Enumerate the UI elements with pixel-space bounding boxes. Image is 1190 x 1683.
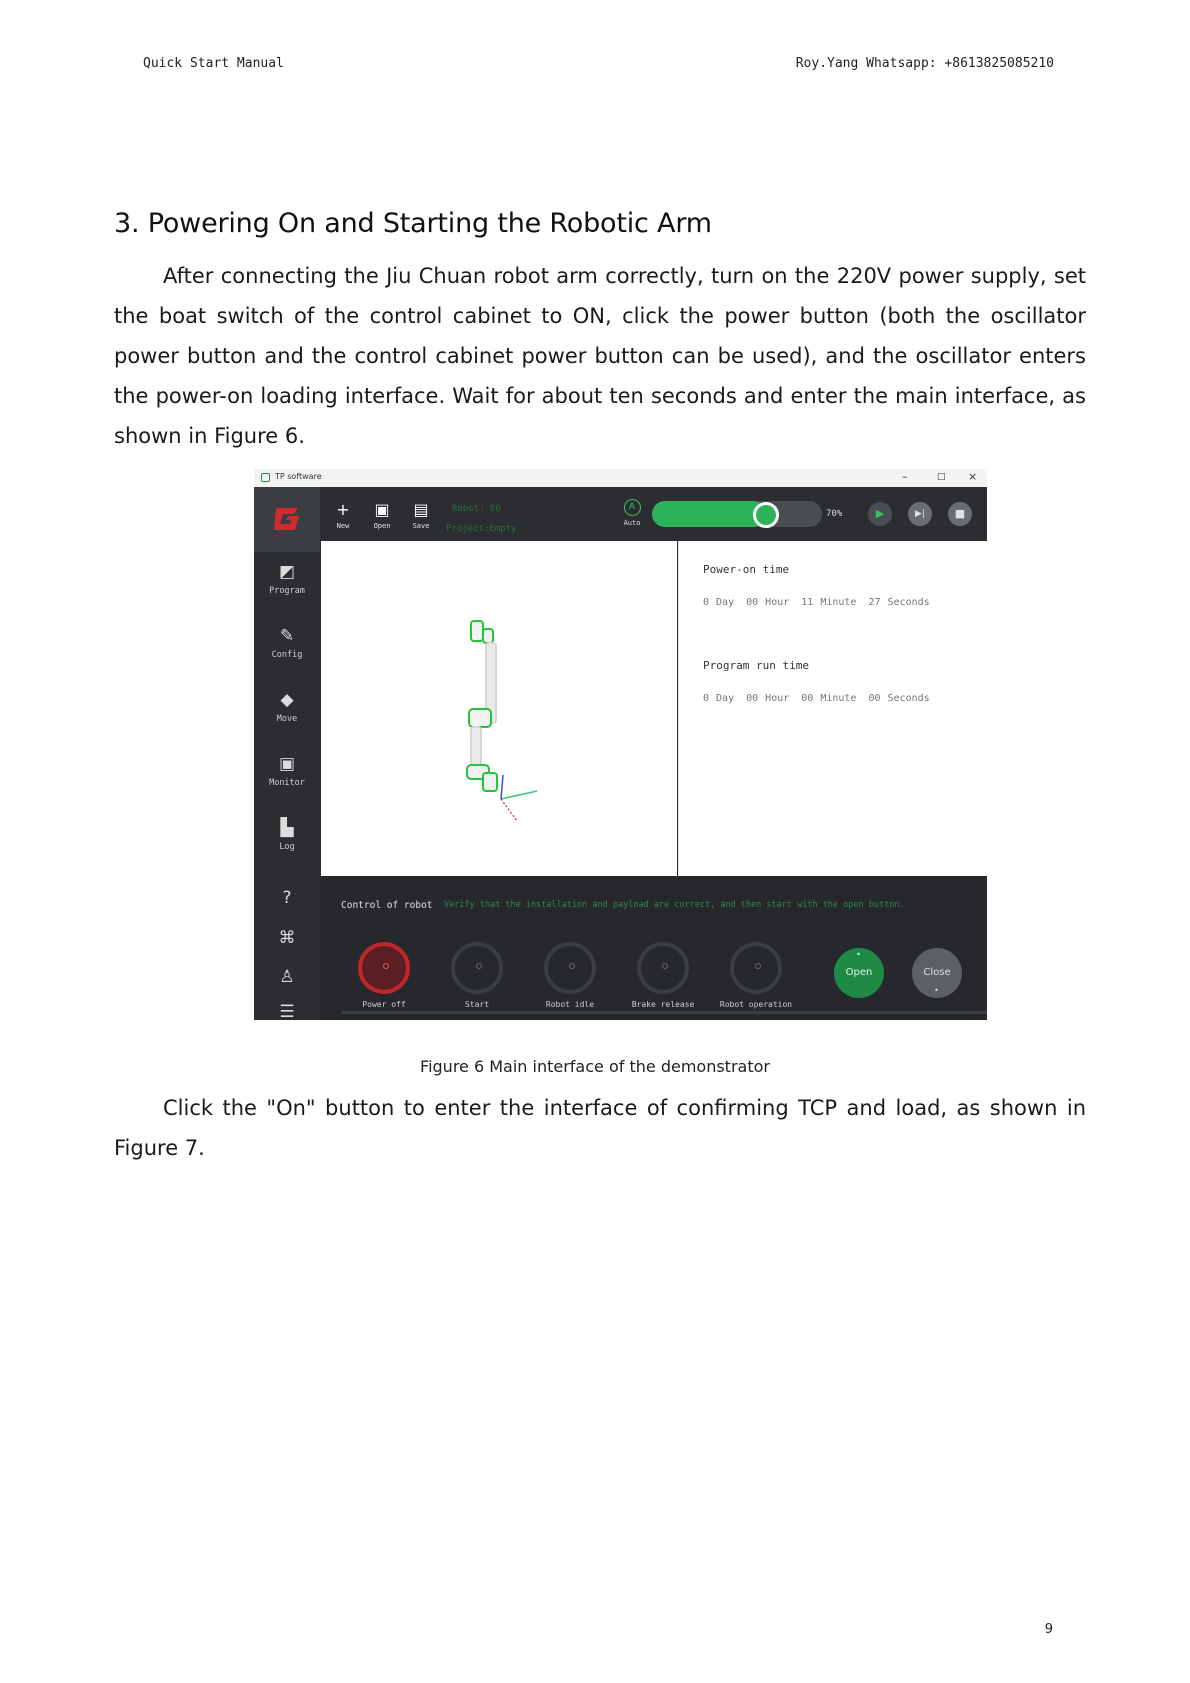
running-header-left: Quick Start Manual — [143, 56, 284, 71]
speed-slider-fill — [652, 501, 766, 527]
menu-icon[interactable]: ☰ — [279, 1002, 295, 1020]
app-logo — [254, 487, 320, 552]
program-icon: ◩ — [278, 562, 296, 582]
apps-icon[interactable]: ⌘ — [278, 928, 296, 948]
logo-icon — [272, 504, 302, 534]
sidebar — [254, 552, 320, 1020]
move-icon: ◆ — [280, 690, 294, 710]
play-icon: ▶ — [875, 507, 885, 520]
step-icon: ▶| — [915, 509, 925, 519]
config-icon: ✎ — [279, 626, 295, 646]
close-window-button[interactable]: × — [968, 470, 978, 483]
robot-control-panel — [321, 876, 987, 1020]
folder-icon: ▣ — [374, 500, 390, 519]
robot-operation-dial-icon — [730, 942, 782, 994]
status-brake-release: Brake release — [624, 942, 702, 1009]
open-button[interactable]: ▣ Open — [367, 501, 397, 530]
paragraph-2: Click the "On" button to enter the interface of confirming TCP and load, as shown in Figure 7. — [114, 1096, 1086, 1160]
robot-3d-viewport[interactable] — [321, 541, 677, 876]
status-robot-operation: Robot operation — [717, 942, 795, 1009]
power-on-time-value: 0 Day 00 Hour 11 Minute 27 Seconds — [703, 597, 930, 608]
sidebar-item-monitor[interactable]: ▣ Monitor — [254, 754, 320, 788]
figure-caption: Figure 6 Main interface of the demonstrator — [420, 1057, 770, 1076]
control-title: Control of robot — [341, 900, 433, 911]
program-run-time-value: 0 Day 00 Hour 00 Minute 00 Seconds — [703, 693, 930, 704]
status-robot-idle: Robot idle — [531, 942, 609, 1009]
maximize-button[interactable]: □ — [937, 472, 946, 482]
play-button[interactable] — [868, 502, 892, 526]
status-power-off: Power off — [345, 942, 423, 1009]
user-icon[interactable]: ♙ — [279, 967, 295, 987]
paragraph-1: After connecting the Jiu Chuan robot arm correctly, turn on the 220V power supply, set the boat switch of the control cabinet to ON, click the power button (both the oscillator power button and the control cabinet power button can be used), and the oscillator enters the power-on loading interface. Wait for about ten seconds and enter the main interface, as shown in Figure 6. — [114, 264, 1086, 448]
sidebar-item-log[interactable]: ▙ Log — [254, 818, 320, 852]
window-title: TP software — [275, 472, 322, 481]
app-icon — [261, 473, 270, 482]
plus-icon: + — [336, 500, 350, 519]
robot-label: Robot: 06 — [452, 504, 501, 514]
speed-value: 70% — [826, 509, 843, 519]
stop-icon: ■ — [954, 507, 966, 520]
status-start: Start — [438, 942, 516, 1009]
status-progress-bar — [341, 1011, 987, 1014]
project-label: Project:Empty — [446, 524, 517, 534]
monitor-icon: ▣ — [278, 754, 296, 774]
sidebar-item-move[interactable]: ◆ Move — [254, 690, 320, 724]
control-hint: Verify that the installation and payload are correct, and then start with the open button. — [444, 900, 905, 910]
power-on-time-title: Power-on time — [703, 563, 790, 576]
running-header-right: Roy.Yang Whatsapp: +8613825085210 — [795, 56, 1054, 71]
step-button[interactable] — [908, 502, 932, 526]
robot-idle-dial-icon — [544, 942, 596, 994]
save-icon: ▤ — [413, 500, 429, 519]
close-robot-button[interactable]: Close • — [912, 948, 962, 998]
auto-mode-button[interactable]: A Auto — [621, 499, 643, 527]
log-icon: ▙ — [280, 818, 294, 838]
save-button[interactable]: ▤ Save — [406, 501, 436, 530]
section-heading: 3. Powering On and Starting the Robotic Arm — [114, 208, 712, 239]
sidebar-item-config[interactable]: ✎ Config — [254, 626, 320, 660]
sidebar-item-program[interactable]: ◩ Program — [254, 562, 320, 596]
robot-info — [446, 499, 516, 539]
open-dot-icon: • — [856, 950, 861, 959]
speed-slider[interactable] — [652, 501, 822, 527]
new-button[interactable]: + New — [328, 501, 358, 530]
brake-release-dial-icon — [637, 942, 689, 994]
program-run-time-title: Program run time — [703, 659, 809, 672]
close-dot-icon: • — [934, 986, 939, 995]
power-off-dial-icon — [358, 942, 410, 994]
open-robot-button[interactable]: • Open — [834, 948, 884, 998]
runtime-info-panel — [678, 541, 987, 876]
window-titlebar — [254, 469, 987, 488]
speed-slider-knob[interactable] — [753, 502, 779, 528]
auto-icon: A — [624, 499, 641, 516]
minimize-button[interactable]: – — [902, 470, 908, 483]
robot-arm-model — [321, 541, 677, 876]
page-number: 9 — [1044, 1622, 1053, 1637]
figure-6-screenshot — [254, 469, 987, 1020]
start-dial-icon — [451, 942, 503, 994]
help-icon[interactable]: ? — [282, 888, 292, 908]
stop-button[interactable] — [948, 502, 972, 526]
